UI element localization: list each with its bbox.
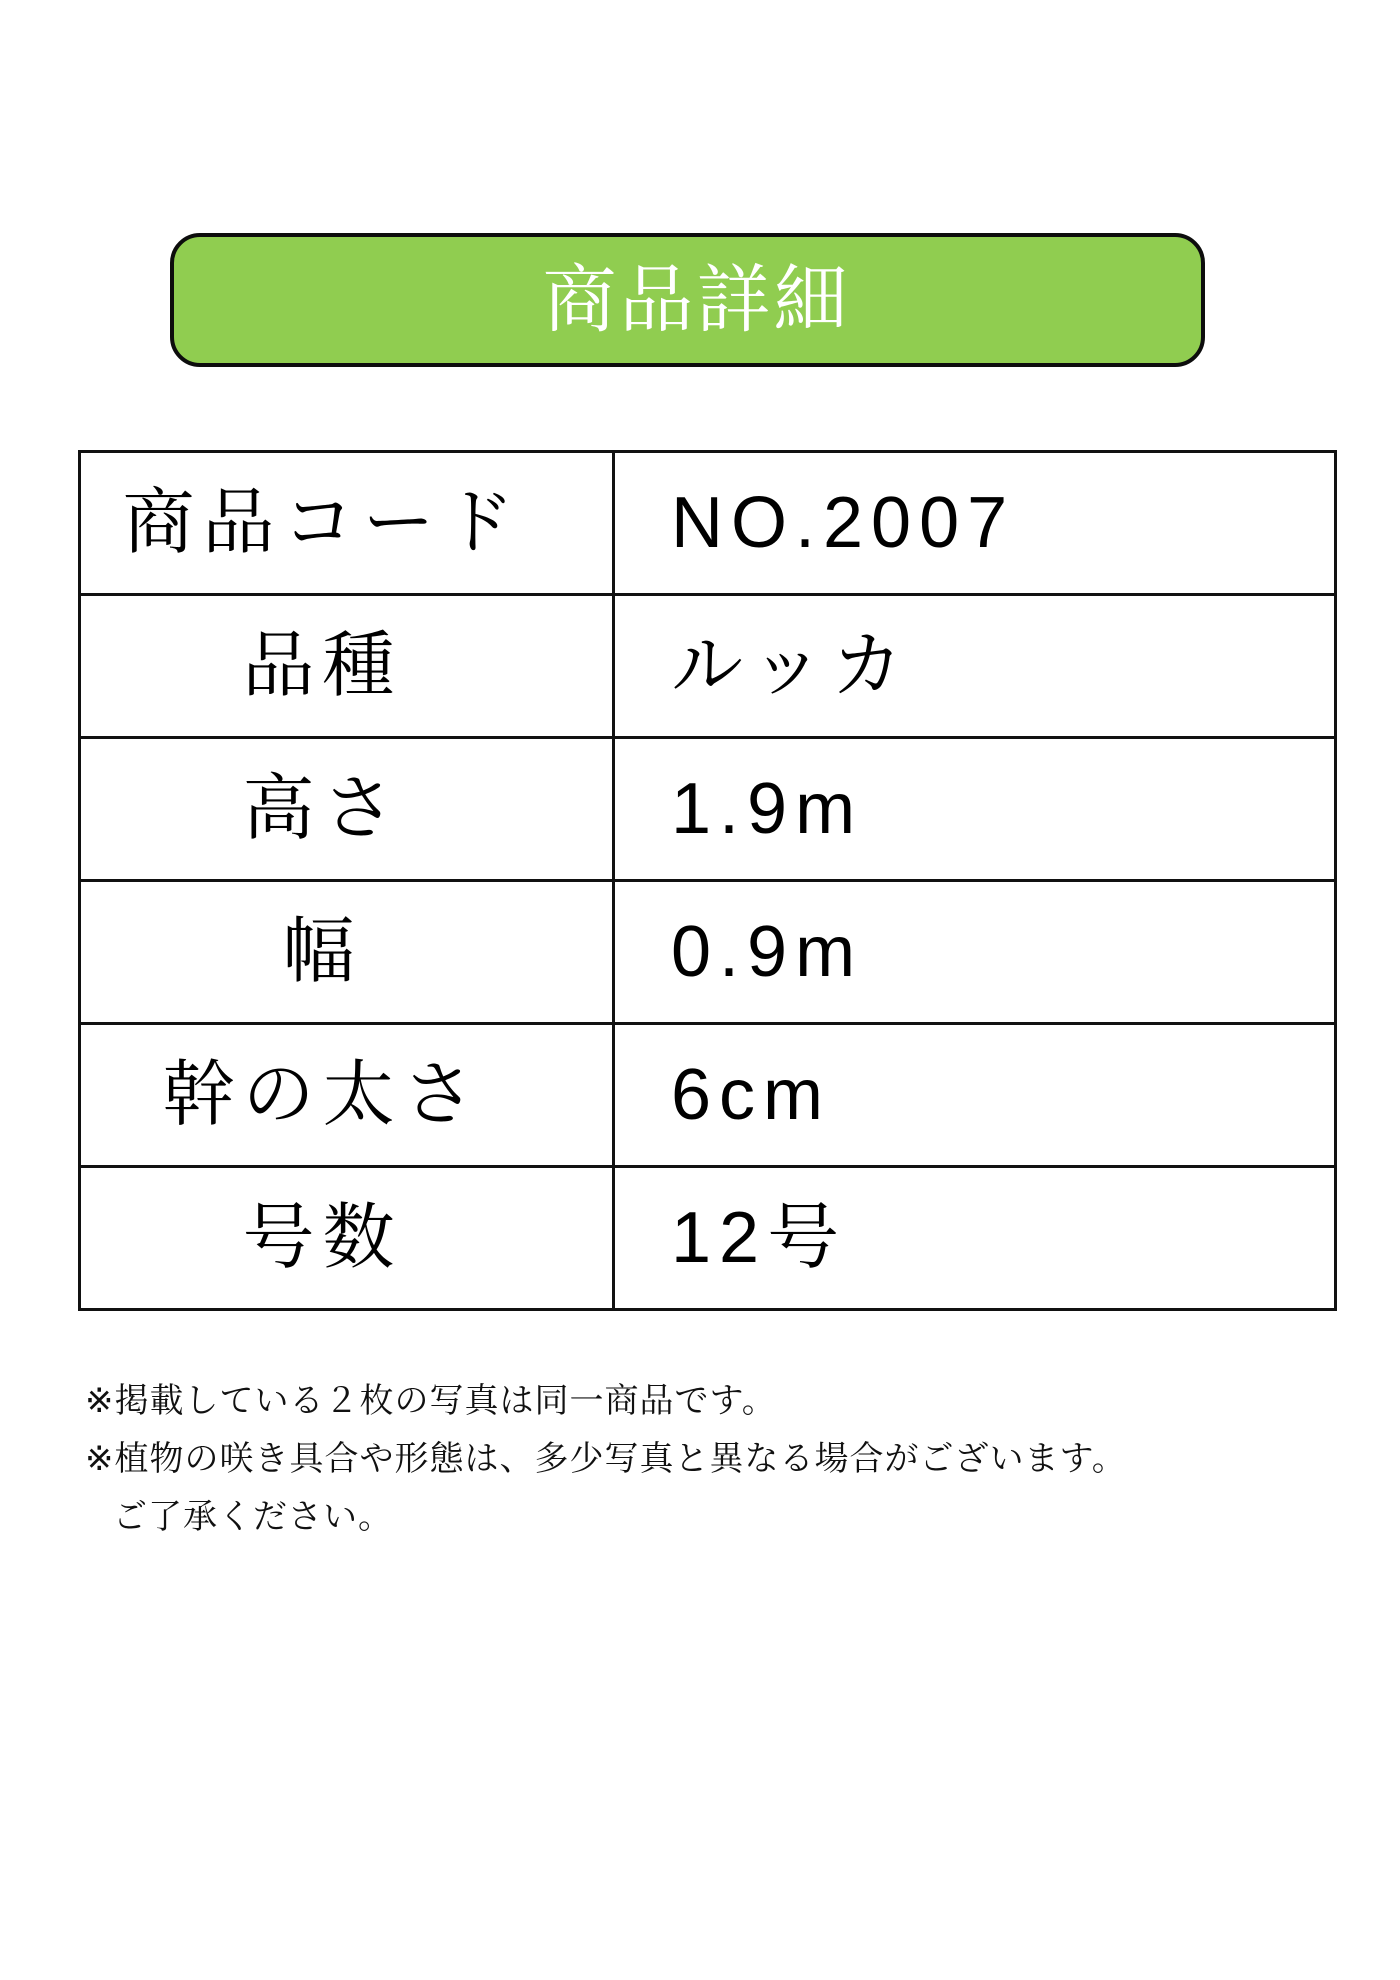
page-title: 商品詳細: [542, 258, 851, 341]
section-header-banner: [170, 233, 1205, 367]
table-row-pot-size: [80, 1167, 1336, 1310]
height-value: 1.9m: [614, 738, 1336, 881]
pot-size-label: 号数: [80, 1167, 614, 1310]
trunk-thickness-value: 6cm: [614, 1024, 1336, 1167]
table-row-height: [80, 738, 1336, 881]
width-label: 幅: [80, 881, 614, 1024]
table-row-width: [80, 881, 1336, 1024]
note-line-please-understand: ご了承ください。: [113, 1498, 393, 1536]
width-value: 0.9m: [614, 881, 1336, 1024]
footnotes: [85, 1372, 1325, 1546]
table-row-product-code: [80, 452, 1336, 595]
trunk-thickness-label: 幹の太さ: [80, 1024, 614, 1167]
product-spec-table: [78, 450, 1337, 1311]
table-row-trunk-thickness: [80, 1024, 1336, 1167]
note-line-same-product: ※掲載している２枚の写真は同一商品です。: [85, 1382, 777, 1420]
variety-label: 品種: [80, 595, 614, 738]
table-row-variety: [80, 595, 1336, 738]
height-label: 高さ: [80, 738, 614, 881]
product-code-value: NO.2007: [614, 452, 1336, 595]
pot-size-value: 12号: [614, 1167, 1336, 1310]
variety-value: ルッカ: [614, 595, 1336, 738]
note-line-appearance-may-differ: ※植物の咲き具合や形態は、多少写真と異なる場合がございます。: [85, 1440, 1127, 1478]
product-code-label: 商品コード: [80, 452, 614, 595]
